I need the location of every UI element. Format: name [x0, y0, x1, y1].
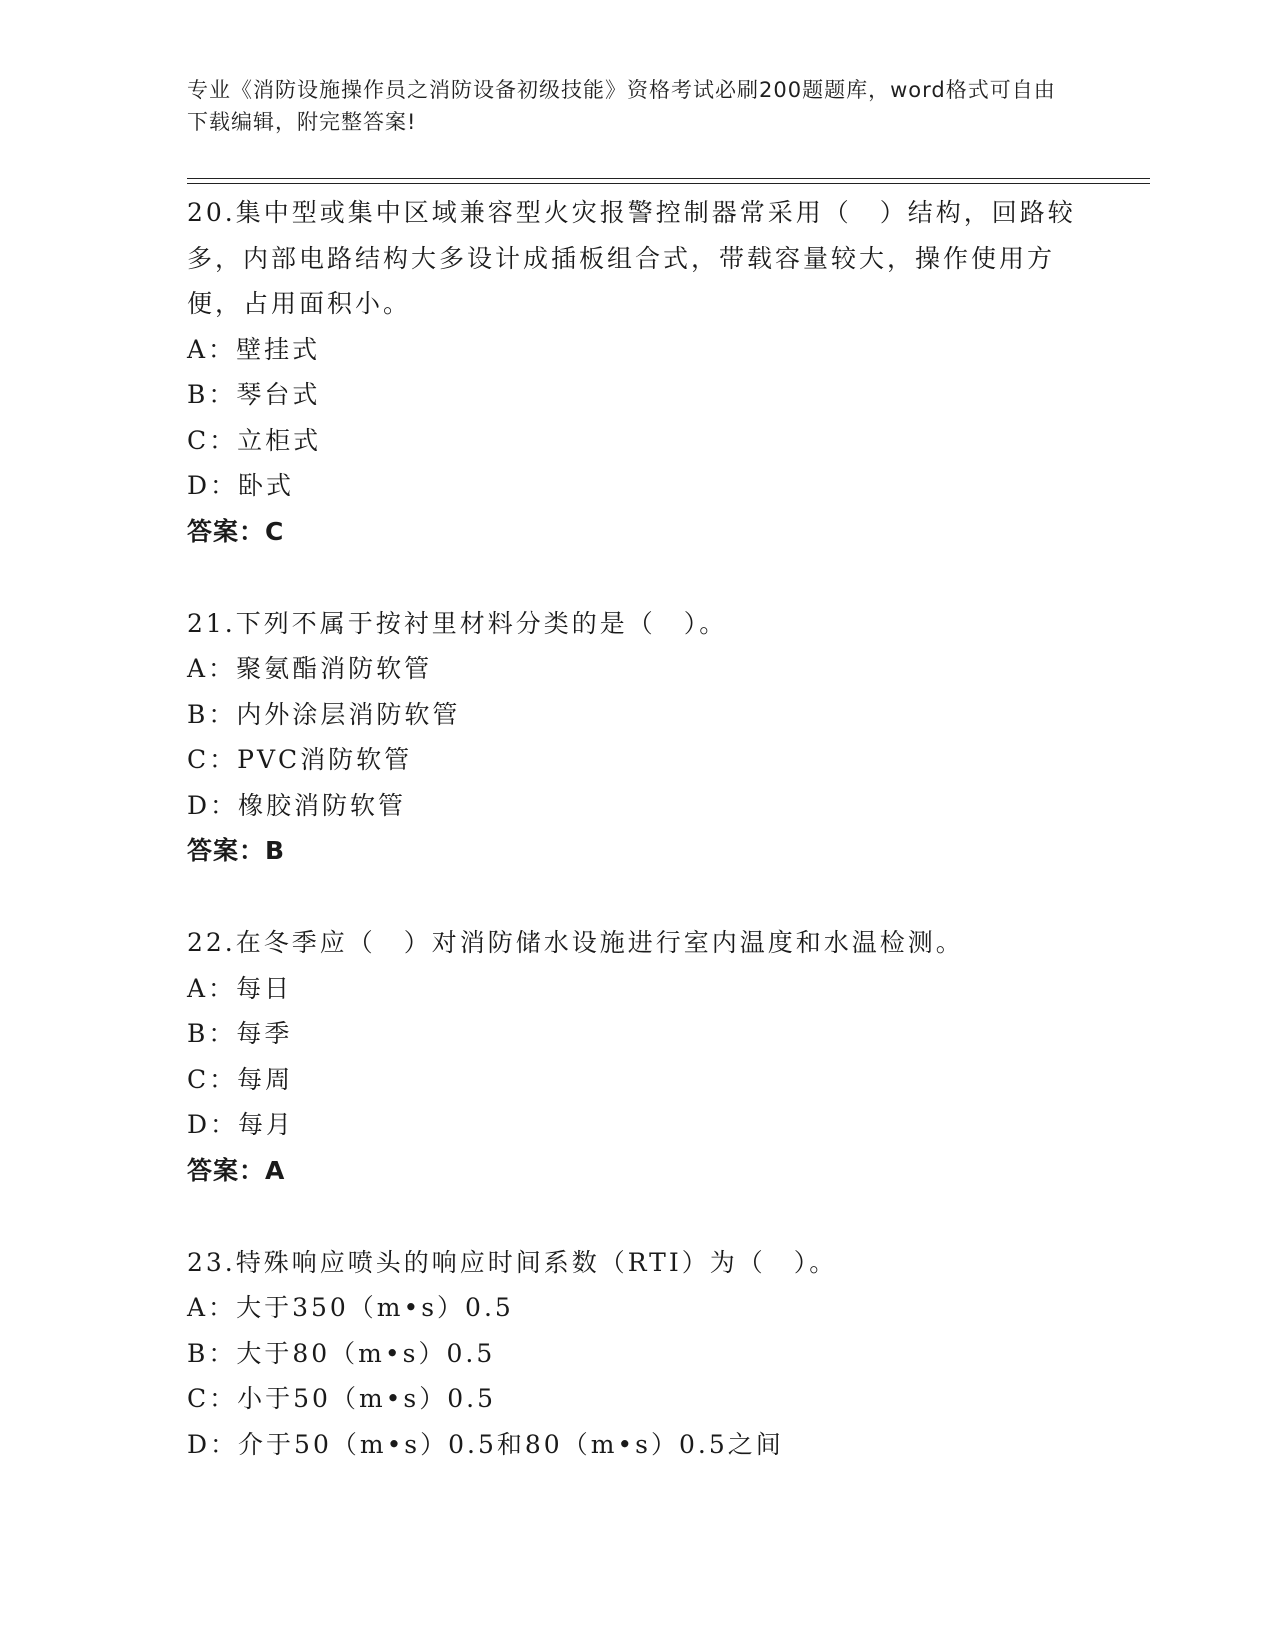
question-text: 23.特殊响应喷头的响应时间系数（RTI）为（ ）。: [187, 1247, 838, 1277]
option-text: 小于50（m•s）0.5: [237, 1384, 496, 1413]
option-text: 壁挂式: [236, 334, 321, 364]
question-text: 22.在冬季应（ ）对消防储水设施进行室内温度和水温检测。: [187, 928, 964, 957]
option-c: [187, 1376, 1087, 1422]
option-b: [187, 692, 1087, 738]
question-item: [187, 1240, 1087, 1468]
option-d: [187, 783, 1087, 829]
option-b: [187, 1011, 1087, 1057]
option-text: 聚氨酯消防软管: [236, 654, 433, 683]
option-text: 立柜式: [237, 425, 322, 455]
option-text: PVC消防软管: [237, 745, 413, 774]
option-text: 大于80（m•s）0.5: [236, 1338, 496, 1368]
option-text: 卧式: [238, 471, 295, 500]
option-a: [187, 966, 1087, 1012]
question-text: 20.集中型或集中区域兼容型火灾报警控制器常采用（ ）结构，回路较多，内部电路结构大多设计成插板组合式，带载容量较大，操作使用方便，占用面积小。: [187, 198, 1076, 318]
option-c: [187, 418, 1087, 464]
option-d: [187, 463, 1087, 509]
option-b: [187, 372, 1087, 418]
option-c: [187, 1057, 1087, 1103]
option-key: A：: [187, 1293, 237, 1322]
document-header: 专业《消防设施操作员之消防设备初级技能》资格考试必刷200题题库，word格式可自由下载编辑，附完整答案!: [187, 78, 1056, 134]
option-text: 每周: [237, 1064, 294, 1094]
option-key: D：: [187, 1110, 239, 1139]
option-key: C：: [187, 745, 238, 774]
option-text: 每月: [238, 1110, 295, 1139]
question-item: [187, 190, 1087, 555]
option-a: [187, 1285, 1087, 1331]
option-key: D：: [187, 471, 239, 500]
answer-line: 答案：C: [187, 516, 285, 546]
option-a: [187, 327, 1087, 373]
option-key: C：: [187, 1384, 238, 1413]
header-divider-top: [187, 178, 1150, 179]
option-text: 内外涂层消防软管: [236, 699, 461, 729]
answer-line: 答案：B: [187, 836, 286, 865]
question-item: [187, 601, 1087, 875]
option-d: [187, 1422, 1087, 1468]
answer-line: 答案：A: [187, 1155, 286, 1185]
option-text: 琴台式: [236, 380, 321, 409]
header-divider-bottom: [187, 183, 1150, 184]
option-text: 橡胶消防软管: [238, 790, 407, 820]
option-b: [187, 1331, 1087, 1377]
option-text: 每日: [236, 973, 293, 1003]
option-key: C：: [187, 1064, 238, 1094]
option-text: 介于50（m•s）0.5和80（m•s）0.5之间: [238, 1429, 784, 1459]
option-key: A：: [187, 973, 237, 1003]
question-item: [187, 920, 1087, 1194]
question-text: 21.下列不属于按衬里材料分类的是（ ）。: [187, 608, 728, 638]
option-text: 大于350（m•s）0.5: [236, 1293, 514, 1322]
option-a: [187, 646, 1087, 692]
option-c: [187, 737, 1087, 783]
option-d: [187, 1102, 1087, 1148]
option-key: B：: [187, 699, 237, 729]
option-text: 每季: [236, 1019, 293, 1048]
option-key: C：: [187, 425, 238, 455]
question-list: [187, 190, 1087, 1513]
option-key: D：: [187, 790, 239, 820]
option-key: A：: [187, 334, 237, 364]
option-key: B：: [187, 1019, 237, 1048]
option-key: B：: [187, 1338, 237, 1368]
option-key: A：: [187, 654, 237, 683]
option-key: B：: [187, 380, 237, 409]
option-key: D：: [187, 1429, 239, 1459]
